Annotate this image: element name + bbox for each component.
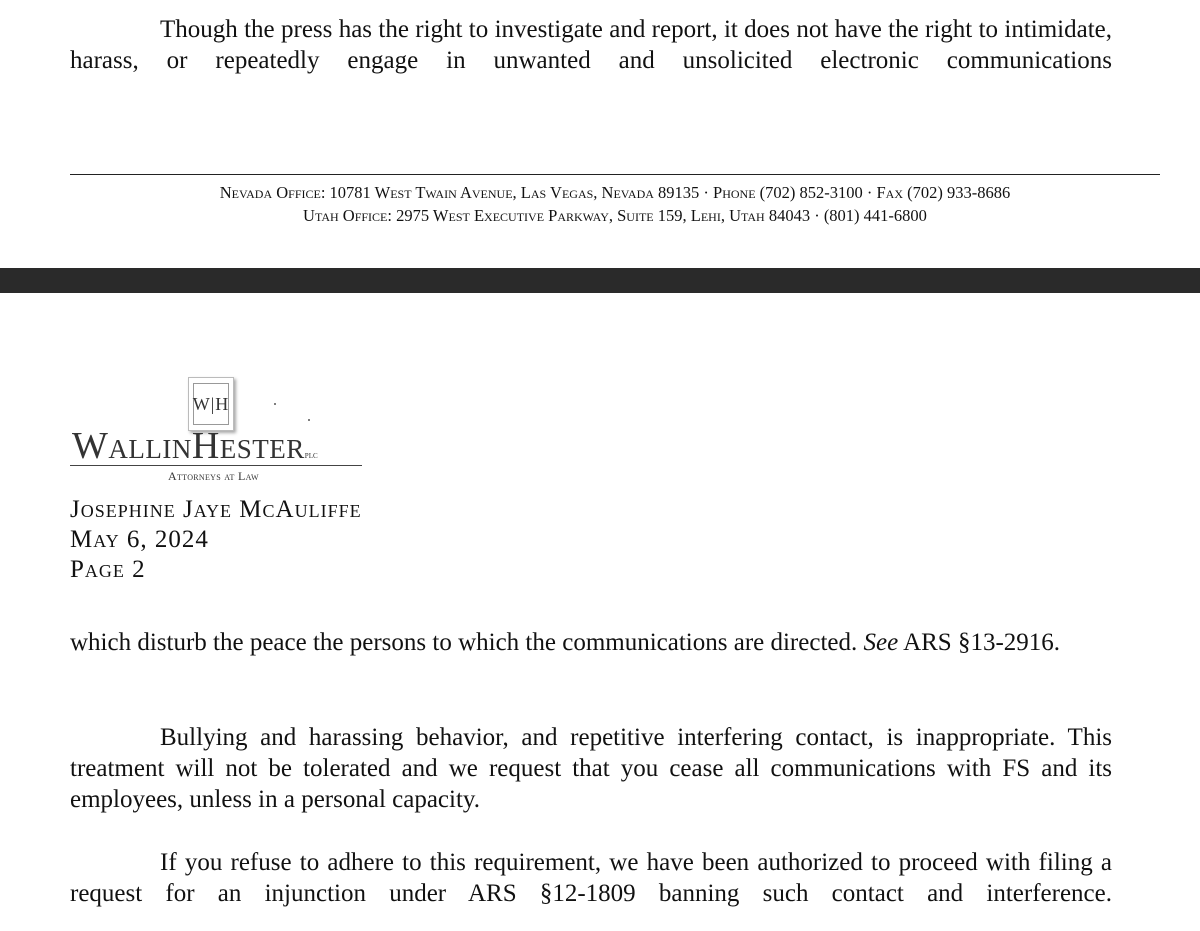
firm-tagline: Attorneys at Law bbox=[168, 469, 259, 483]
body-paragraph-injunction: If you refuse to adhere to this requirement, we have been authorized to proceed with filing a request for an injunction under ARS §12-1809 banning such contact and interference. bbox=[70, 849, 1112, 907]
body-paragraph-top: Though the press has the right to investigate and report, it does not have the right to intimidate, harass, or repeatedly engage in unwanted and unsolicited electronic communications bbox=[70, 16, 1112, 74]
footer-utah-office: Utah Office: 2975 West Executive Parkway, Suite 159, Lehi, Utah 84043 · (801) 441-6800 bbox=[303, 206, 927, 225]
body-paragraph-bullying: Bullying and harassing behavior, and repetitive interfering contact, is inappropriate. This treatment will not be tolerated and we request that you cease all communications with FS and its employees, unless in a personal capacity. bbox=[70, 724, 1112, 813]
letter-page-header bbox=[70, 495, 362, 585]
firm-name: WallinHester bbox=[72, 425, 305, 467]
body-paragraph-continuation bbox=[70, 627, 1112, 658]
page-number: Page 2 bbox=[70, 556, 146, 583]
page-separator-bar bbox=[0, 268, 1200, 293]
footer-nevada-office: Nevada Office: 10781 West Twain Avenue, Las Vegas, Nevada 89135 · Phone (702) 852-3100 · Fax (702) 933-8686 bbox=[219, 183, 1011, 202]
recipient-name: Josephine Jaye McAuliffe bbox=[70, 496, 362, 523]
monogram-text: W|H bbox=[193, 383, 229, 425]
previous-page-bottom bbox=[0, 0, 1200, 268]
scan-speck bbox=[308, 419, 310, 421]
footer-divider bbox=[70, 174, 1160, 175]
citation-signal: See bbox=[863, 629, 899, 656]
logo-underline bbox=[70, 465, 362, 466]
firm-suffix: plc bbox=[304, 450, 318, 461]
firm-monogram-logo bbox=[188, 377, 234, 431]
statute-citation: ARS §13-2916. bbox=[898, 629, 1061, 656]
letter-date: May 6, 2024 bbox=[70, 526, 209, 553]
scan-speck bbox=[274, 403, 276, 405]
current-page-top bbox=[0, 293, 1200, 931]
paragraph-text: which disturb the peace the persons to which the communications are directed. bbox=[70, 629, 864, 656]
